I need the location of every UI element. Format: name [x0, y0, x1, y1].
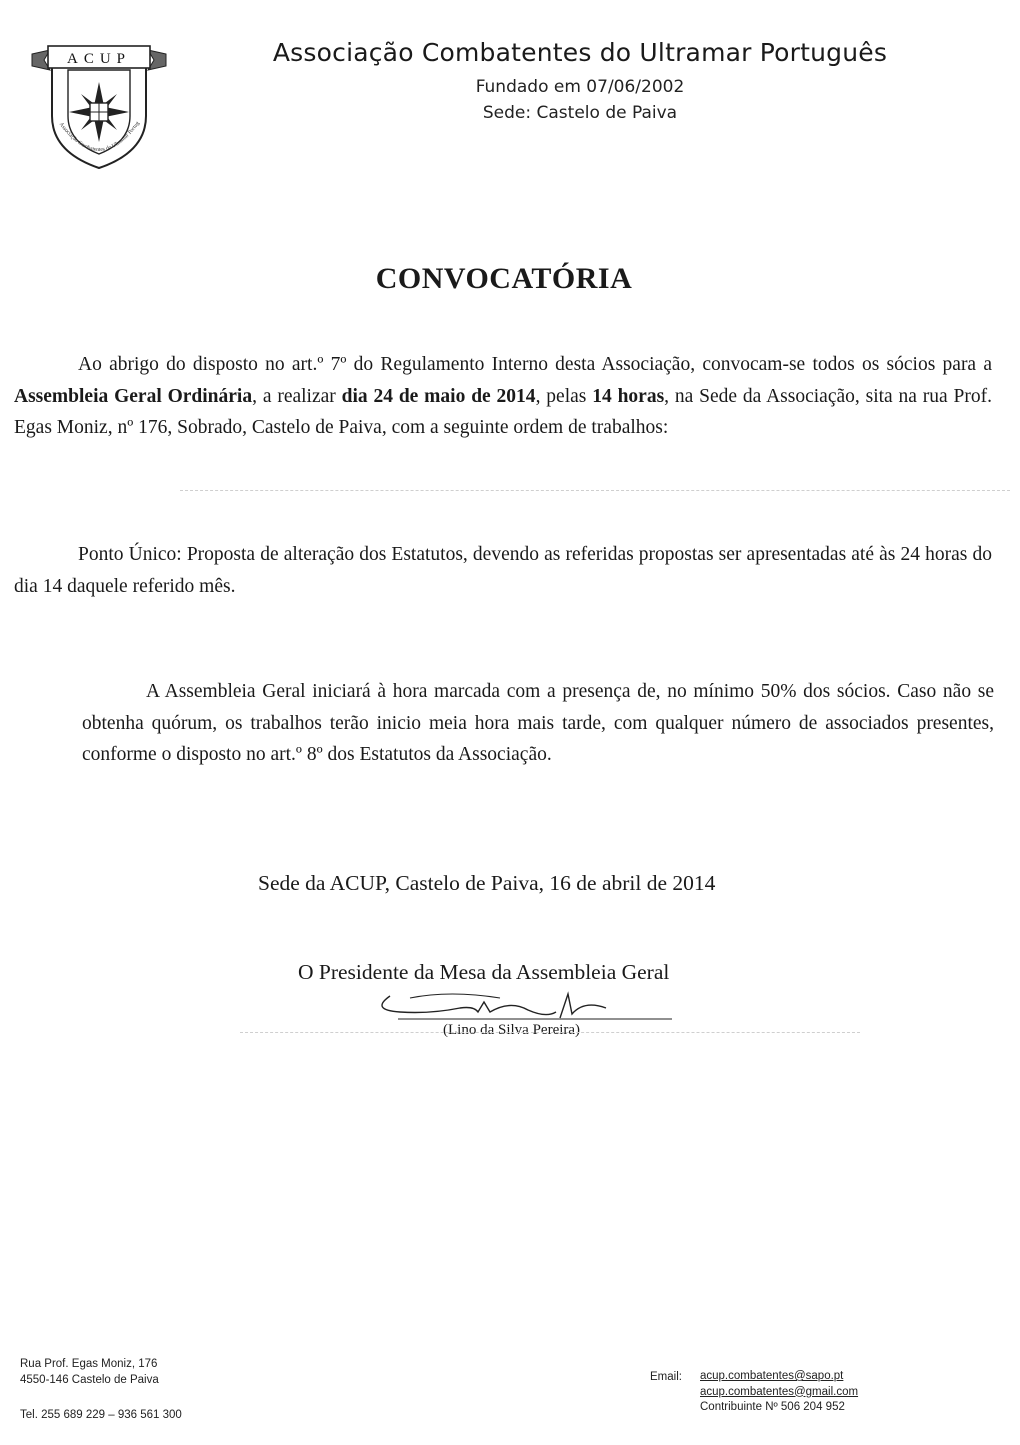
p1-text-1: Ao abrigo do disposto no art.º 7º do Regulamento Interno desta Associação, convocam-se todos os sócios para a — [78, 354, 992, 375]
convocation-paragraph — [14, 349, 992, 444]
founded-date: Fundado em 07/06/2002 — [475, 77, 685, 97]
signatory-name: (Lino da Silva Pereira) — [443, 1022, 581, 1038]
scan-artifact-line — [240, 1032, 860, 1033]
logo-text: ACUP — [66, 51, 132, 67]
email-label: Email: — [650, 1371, 682, 1383]
organization-name: Associação Combatentes do Ultramar Português — [272, 38, 888, 67]
signatory-title: O Presidente da Mesa da Assembleia Geral — [298, 960, 670, 984]
document-title: CONVOCATÓRIA — [375, 262, 633, 295]
acup-logo — [28, 30, 170, 172]
agenda-paragraph: Ponto Único: Proposta de alteração dos Estatutos, devendo as referidas propostas ser apresentadas até às 24 horas do dia 14 daquele referido mês. — [14, 544, 992, 597]
p1-text-4: , na Sede da Associação, sita na rua Prof. Egas Moniz, nº 176, Sobrado, Castelo de Paiva, com a seguinte ordem de trabalhos: — [14, 385, 992, 438]
meeting-name: Assembleia Geral Ordinária — [14, 385, 253, 407]
email-link-gmail[interactable]: acup.combatentes@gmail.com — [700, 1385, 859, 1398]
p1-text-2: , a realizar — [252, 385, 342, 407]
tax-id: Contribuinte Nº 506 204 952 — [700, 1401, 845, 1413]
p1-text-3: , pelas — [535, 385, 593, 407]
organization-header — [215, 36, 945, 126]
meeting-time: 14 horas — [592, 385, 665, 407]
place-and-date: Sede da ACUP, Castelo de Paiva, 16 de abril de 2014 — [258, 871, 716, 895]
email-link-sapo[interactable]: acup.combatentes@sapo.pt — [700, 1370, 844, 1382]
footer-phone: Tel. 255 689 229 – 936 561 300 — [20, 1409, 182, 1421]
footer-contacts — [700, 1369, 858, 1416]
address-line-2: 4550-146 Castelo de Paiva — [20, 1374, 159, 1386]
scan-artifact-line — [180, 490, 1010, 491]
quorum-paragraph: A Assembleia Geral iniciará à hora marcada com a presença de, no mínimo 50% dos sócios. Caso não se obtenha quórum, os trabalhos terão inicio meia hora mais tarde, com qualquer número de associados presentes, conforme o disposto no art.º 8º dos Estatutos da Associação. — [82, 681, 994, 765]
address-line-1: Rua Prof. Egas Moniz, 176 — [20, 1358, 158, 1370]
headquarters: Sede: Castelo de Paiva — [482, 103, 678, 123]
footer-address — [20, 1356, 159, 1388]
meeting-date: dia 24 de maio de 2014 — [341, 385, 536, 407]
logo-motto: Associação Combatentes do Ultramar Portug — [57, 120, 142, 154]
